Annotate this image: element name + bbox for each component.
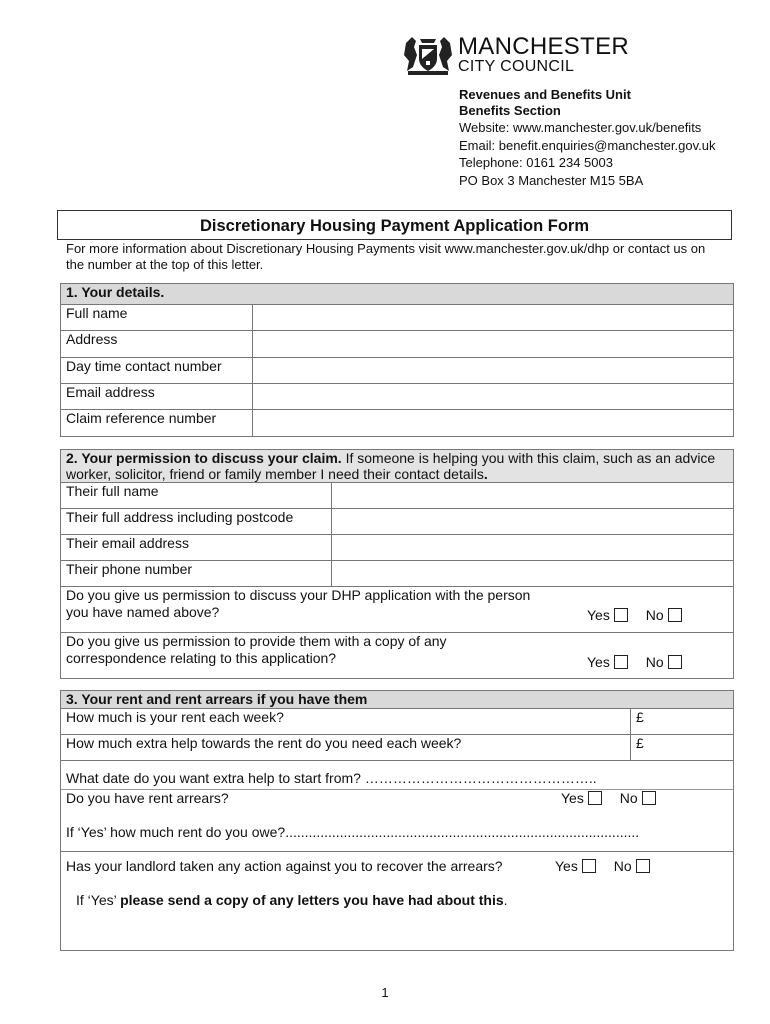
yes-label: Yes — [561, 790, 584, 806]
arrears-yes-checkbox[interactable] — [588, 791, 602, 805]
yes-label: Yes — [587, 607, 610, 623]
landlord-no-checkbox[interactable] — [636, 859, 650, 873]
table-row — [61, 735, 734, 761]
if-yes-prefix: If ‘Yes’ — [76, 892, 121, 908]
rent-weekly-field[interactable] — [631, 709, 734, 735]
table-row — [61, 535, 734, 561]
their-email-label: Their email address — [61, 535, 332, 561]
permission-copy-question: Do you give us permission to provide them with a copy of any correspondence relating to this application? — [66, 633, 447, 666]
permission-copy-yes-checkbox[interactable] — [614, 655, 628, 669]
section3-heading: 3. Your rent and rent arrears if you have them — [61, 691, 734, 709]
council-name-line1: MANCHESTER — [458, 33, 630, 60]
permission-discuss-no-checkbox[interactable] — [668, 608, 682, 622]
form-intro: For more information about Discretionary Housing Payments visit www.manchester.gov.uk/dhp or contact us on the number at the top of this letter. — [66, 241, 706, 272]
section1-heading: 1. Your details. — [61, 284, 734, 305]
section2-heading-rest: If someone is helping you with this claim, such as an advice worker, solicitor, friend or family member I need their contact details — [66, 450, 716, 482]
table-row — [61, 331, 734, 358]
postal-address: PO Box 3 Manchester M15 5BA — [459, 172, 644, 188]
permission-discuss-options — [587, 607, 682, 624]
full-name-field[interactable] — [253, 305, 734, 331]
no-label: No — [613, 858, 632, 874]
full-name-label: Full name — [61, 305, 253, 331]
council-name-line2: CITY COUNCIL — [458, 58, 575, 75]
landlord-options — [555, 858, 650, 875]
their-name-field[interactable] — [332, 483, 734, 509]
table-row — [61, 852, 734, 951]
landlord-action-row — [61, 852, 734, 951]
rent-weekly-label: How much is your rent each week? — [61, 709, 631, 735]
email-field[interactable] — [253, 384, 734, 410]
form-title-box — [57, 210, 732, 240]
table-row — [61, 483, 734, 509]
extra-help-label: How much extra help towards the rent do you need each week? — [61, 735, 631, 761]
table-row — [61, 358, 734, 384]
table-row — [61, 561, 734, 587]
extra-help-field[interactable] — [631, 735, 734, 761]
table-row — [61, 410, 734, 437]
if-yes-bold: please send a copy of any letters you have had about this — [120, 892, 504, 908]
address-label: Address — [61, 331, 253, 358]
unit-name: Revenues and Benefits Unit — [459, 87, 631, 102]
table-row — [61, 509, 734, 535]
section1-table — [60, 283, 734, 437]
table-row — [61, 384, 734, 410]
section2-heading-bold: 2. Your permission to discuss your claim. — [66, 450, 342, 466]
permission-discuss-yes-checkbox[interactable] — [614, 608, 628, 622]
arrears-row — [61, 761, 734, 852]
if-yes-end: . — [503, 892, 508, 908]
email-label: Email address — [61, 384, 253, 410]
table-row — [61, 633, 734, 679]
their-phone-field[interactable] — [332, 561, 734, 587]
arrears-question: Do you have rent arrears? — [66, 790, 229, 806]
council-logo — [400, 33, 630, 77]
table-row — [61, 587, 734, 633]
website: Website: www.manchester.gov.uk/benefits — [459, 120, 702, 135]
their-address-label: Their full address including postcode — [61, 509, 332, 535]
their-email-field[interactable] — [332, 535, 734, 561]
permission-discuss-question: Do you give us permission to discuss your DHP application with the person you have named above? — [66, 587, 531, 620]
landlord-yes-checkbox[interactable] — [582, 859, 596, 873]
pound-sign: £ — [636, 735, 644, 751]
arrears-no-checkbox[interactable] — [642, 791, 656, 805]
yes-label: Yes — [555, 858, 578, 874]
start-date-question[interactable]: What date do you want extra help to start from? ………………………………………….. — [66, 770, 597, 786]
telephone: Telephone: 0161 234 5003 — [459, 155, 613, 170]
table-row — [61, 305, 734, 331]
page-number: 1 — [381, 985, 389, 1000]
their-phone-label: Their phone number — [61, 561, 332, 587]
form-title: Discretionary Housing Payment Application Form — [199, 217, 590, 235]
landlord-if-yes — [76, 892, 546, 909]
permission-copy-row — [61, 633, 734, 679]
section2-heading-end: . — [483, 466, 488, 482]
landlord-question: Has your landlord taken any action against you to recover the arrears? — [66, 858, 503, 874]
permission-copy-no-checkbox[interactable] — [668, 655, 682, 669]
no-label: No — [619, 790, 638, 806]
claim-reference-label: Claim reference number — [61, 410, 253, 437]
their-name-label: Their full name — [61, 483, 332, 509]
daytime-number-field[interactable] — [253, 358, 734, 384]
permission-copy-options — [587, 654, 682, 671]
permission-discuss-row — [61, 587, 734, 633]
daytime-number-label: Day time contact number — [61, 358, 253, 384]
no-label: No — [645, 654, 664, 670]
email: Email: benefit.enquiries@manchester.gov.uk — [459, 137, 716, 153]
table-row — [61, 761, 734, 852]
claim-reference-field[interactable] — [253, 410, 734, 437]
section3-table — [60, 690, 734, 951]
contact-block — [459, 87, 715, 189]
section2-table — [60, 449, 734, 679]
yes-label: Yes — [587, 654, 610, 670]
address-field[interactable] — [253, 331, 734, 358]
section-name: Benefits Section — [459, 103, 561, 118]
pound-sign: £ — [636, 709, 644, 725]
arrears-options — [561, 790, 656, 806]
no-label: No — [645, 607, 664, 623]
their-address-field[interactable] — [332, 509, 734, 535]
arrears-amount[interactable]: If ‘Yes’ how much rent do you owe?........................................................................................... — [66, 824, 640, 840]
coat-of-arms-icon — [400, 33, 456, 77]
table-row — [61, 709, 734, 735]
section2-heading — [61, 450, 734, 483]
